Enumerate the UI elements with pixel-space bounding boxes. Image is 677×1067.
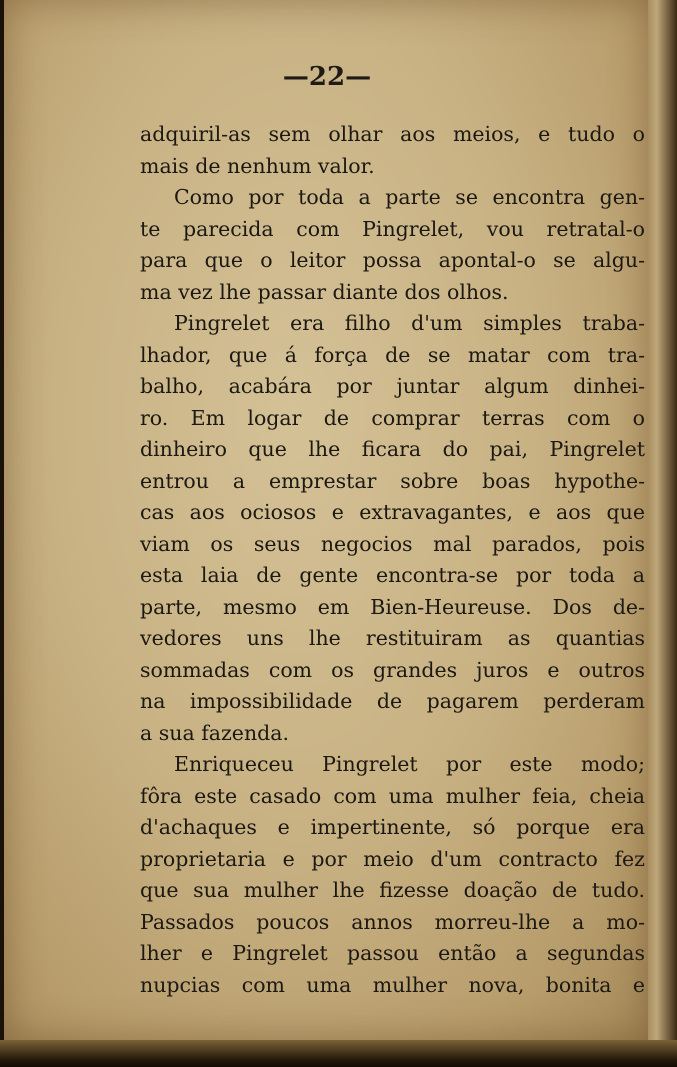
text-line: viam os seus negocios mal parados, pois: [140, 531, 645, 556]
text-line: ro. Em logar de comprar terras com o: [140, 405, 645, 430]
text-line: Passados poucos annos morreu-lhe a mo-: [140, 909, 645, 934]
text-line: lher e Pingrelet passou então a segundas: [140, 941, 645, 965]
page-edge: [648, 0, 677, 1067]
text-line: lhador, que á força de se matar com tra-: [140, 342, 645, 367]
text-line: Pingrelet era filho d'um simples traba-: [174, 311, 645, 335]
text-line: esta laia de gente encontra-se por toda a: [140, 563, 645, 587]
text-line: balho, acabára por juntar algum dinhei-: [140, 374, 645, 398]
text-line: d'achaques e impertinente, só porque era: [140, 815, 645, 839]
text-line: sommadas com os grandes juros e outros: [140, 657, 645, 682]
text-line: fôra este casado com uma mulher feia, cheia: [140, 783, 645, 808]
text-line: entrou a emprestar sobre boas hypothe-: [140, 468, 645, 493]
text-line: proprietaria e por meio d'um contracto fez: [140, 846, 645, 871]
text-line: a sua fazenda.: [140, 720, 290, 745]
page-number: —22—: [282, 62, 372, 92]
text-line: cas aos ociosos e extravagantes, e aos que: [140, 500, 645, 524]
book-page: [4, 0, 650, 1040]
text-line: para que o leitor possa apontal-o se algu-: [140, 248, 645, 272]
text-line: te parecida com Pingrelet, vou retratal-o: [140, 216, 645, 241]
text-line: vedores uns lhe restituiram as quantias: [140, 626, 645, 650]
text-line: Como por toda a parte se encontra gen-: [174, 185, 645, 209]
text-line: dinheiro que lhe ficara do pai, Pingrelet: [140, 437, 645, 461]
text-line: que sua mulher lhe fizesse doação de tudo.: [140, 878, 645, 902]
body-text: [140, 119, 645, 1001]
text-line: mais de nenhum valor.: [140, 153, 375, 178]
bottom-shadow: [0, 1040, 677, 1067]
text-line: ma vez lhe passar diante dos olhos.: [140, 279, 509, 304]
text-line: na impossibilidade de pagarem perderam: [140, 689, 645, 713]
text-line: nupcias com uma mulher nova, bonita e: [140, 972, 645, 997]
text-line: adquiril-as sem olhar aos meios, e tudo o: [140, 122, 645, 146]
text-line: Enriqueceu Pingrelet por este modo;: [174, 752, 645, 776]
text-line: parte, mesmo em Bien-Heureuse. Dos de-: [140, 594, 645, 619]
